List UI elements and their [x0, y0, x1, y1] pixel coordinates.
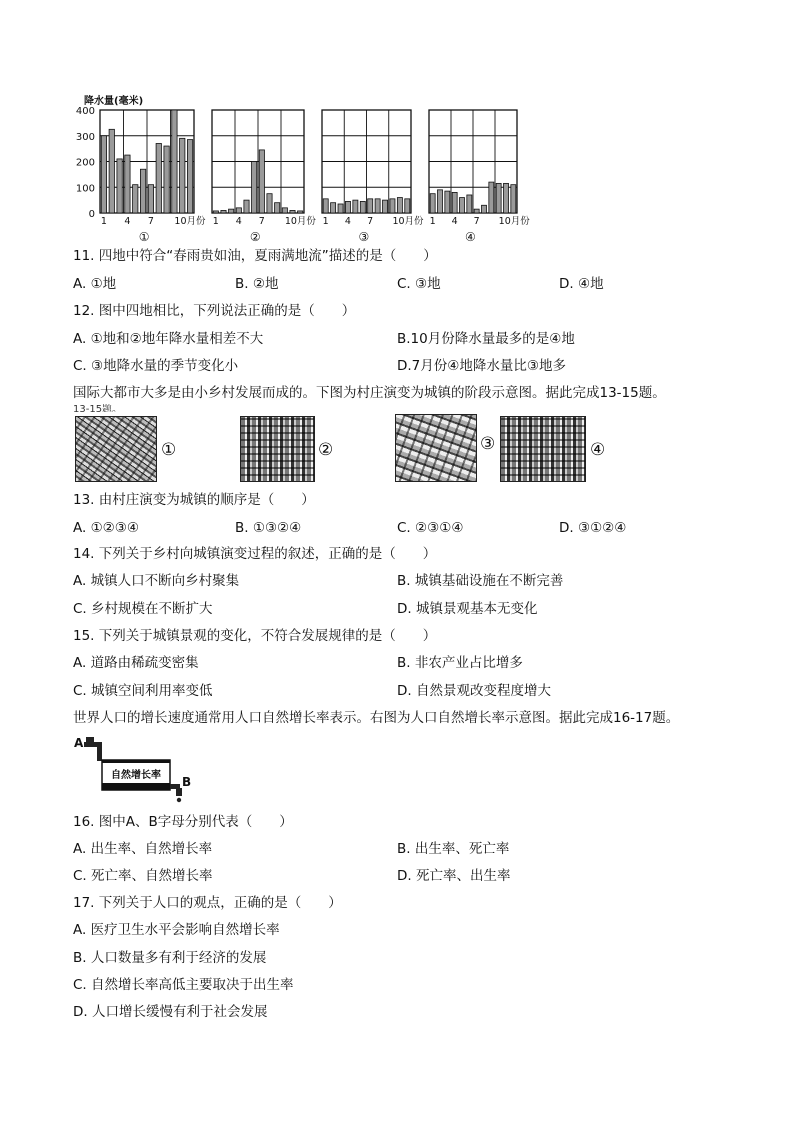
intro-13-15: 国际大都市大多是由小乡村发展而成的。下图为村庄演变为城镇的阶段示意图。据此完成13-15题。 [73, 385, 666, 401]
rainfall-bar [101, 136, 106, 213]
rainfall-bar [140, 169, 145, 213]
village-stage-photo-2 [240, 416, 315, 482]
tank-label-a: A [74, 736, 84, 750]
rainfall-bar [397, 198, 402, 213]
inlet-valve [86, 737, 94, 742]
rainfall-bar [164, 146, 169, 213]
photo-label-3: ③ [480, 434, 496, 454]
village-stage-photo-4 [500, 416, 586, 482]
q15-option-b[interactable]: B. 非农产业占比增多 [397, 655, 523, 671]
rainfall-bar [117, 159, 122, 213]
rainfall-bar [482, 205, 487, 213]
rainfall-bar [133, 185, 138, 213]
natural-growth-tank-diagram [70, 734, 200, 804]
tank-label: 自然增长率 [111, 770, 161, 781]
x-tick-label: 10月份 [284, 216, 316, 227]
q12-option-a[interactable]: A. ①地和②地年降水量相差不大 [73, 331, 264, 347]
x-tick-label: 4 [235, 216, 242, 227]
q17-option-d[interactable]: D. 人口增长缓慢有利于社会发展 [73, 1004, 268, 1020]
rainfall-bar [405, 199, 410, 213]
rainfall-bar [375, 199, 380, 213]
rainfall-bar [390, 199, 395, 213]
tank-water-top [102, 760, 170, 763]
rainfall-bar [109, 129, 114, 213]
q15-option-a[interactable]: A. 道路由稀疏变密集 [73, 655, 199, 671]
rainfall-bar [467, 195, 472, 213]
village-stage-photo-3 [395, 414, 477, 482]
chart-label: ④ [464, 230, 476, 244]
rainfall-bar [267, 194, 272, 213]
q17-option-b[interactable]: B. 人口数量多有利于经济的发展 [73, 950, 267, 966]
rainfall-bar [383, 200, 388, 213]
q11-option-d[interactable]: D. ④地 [559, 276, 604, 292]
x-tick-label: 1 [322, 216, 329, 227]
tank-label-b: B [182, 775, 192, 789]
photo-label-4: ④ [590, 440, 606, 460]
rainfall-bar [460, 198, 465, 213]
rainfall-bar [338, 204, 343, 213]
x-tick-label: 4 [344, 216, 351, 227]
rainfall-bar [345, 201, 350, 213]
q13-option-b[interactable]: B. ①③②④ [235, 520, 302, 536]
x-tick-label: 7 [473, 216, 480, 227]
rainfall-bar [496, 183, 501, 213]
intro-16-17: 世界人口的增长速度通常用人口自然增长率表示。右图为人口自然增长率示意图。据此完成16-17题。 [73, 710, 680, 726]
rainfall-bar [221, 210, 226, 213]
rainfall-bar [213, 211, 218, 213]
rainfall-bar [187, 140, 192, 213]
q13-option-d[interactable]: D. ③①②④ [559, 520, 627, 536]
q17-option-c[interactable]: C. 自然增长率高低主要取决于出生率 [73, 977, 294, 993]
inlet-pipe [84, 742, 102, 747]
inlet-spout [97, 747, 102, 761]
q11-option-a[interactable]: A. ①地 [73, 276, 117, 292]
rainfall-bar [259, 150, 264, 213]
village-stage-photo-1 [75, 416, 157, 482]
q16-option-d[interactable]: D. 死亡率、出生率 [397, 868, 511, 884]
x-tick-label: 7 [147, 216, 154, 227]
q12-option-b[interactable]: B.10月份降水量最多的是④地 [397, 331, 575, 347]
x-tick-label: 1 [100, 216, 107, 227]
chart-label: ① [138, 230, 150, 244]
x-tick-label: 10月份 [498, 216, 530, 227]
rainfall-bar [244, 200, 249, 213]
rainfall-bar [156, 143, 161, 213]
q12-option-c[interactable]: C. ③地降水量的季节变化小 [73, 358, 239, 374]
rainfall-bar [445, 191, 450, 213]
y-tick-label: 100 [75, 183, 95, 195]
q16-option-b[interactable]: B. 出生率、死亡率 [397, 841, 510, 857]
q14-option-b[interactable]: B. 城镇基础设施在不断完善 [397, 573, 564, 589]
photo-label-2: ② [318, 440, 334, 460]
rainfall-bar [172, 110, 177, 213]
q16-option-a[interactable]: A. 出生率、自然增长率 [73, 841, 213, 857]
rainfall-bar [290, 210, 295, 213]
rainfall-bar [125, 155, 130, 213]
tank-water-bottom [102, 783, 170, 790]
x-tick-label: 4 [451, 216, 458, 227]
q12-option-d[interactable]: D.7月份④地降水量比③地多 [397, 358, 566, 374]
rainfall-bar [504, 183, 509, 213]
q13-stem: 13. 由村庄演变为城镇的顺序是（ ） [73, 492, 315, 508]
rainfall-bar [368, 199, 373, 213]
q12-stem: 12. 图中四地相比，下列说法正确的是（ ） [73, 303, 356, 319]
q17-stem: 17. 下列关于人口的观点，正确的是（ ） [73, 895, 342, 911]
q14-option-a[interactable]: A. 城镇人口不断向乡村聚集 [73, 573, 240, 589]
rainfall-bar [298, 211, 303, 213]
cropped-caption-fragment: 13-15题。 [73, 404, 123, 412]
x-tick-label: 1 [429, 216, 436, 227]
chart-label: ② [249, 230, 261, 244]
rainfall-bar [331, 203, 336, 213]
rainfall-bar [489, 182, 494, 213]
rainfall-bar [452, 192, 457, 213]
outlet-drop [177, 798, 181, 802]
rainfall-bar [180, 138, 185, 213]
y-tick-label: 200 [75, 157, 95, 169]
x-tick-label: 7 [367, 216, 374, 227]
q17-option-a[interactable]: A. 医疗卫生水平会影响自然增长率 [73, 922, 280, 938]
q11-option-b[interactable]: B. ②地 [235, 276, 279, 292]
rainfall-bar [282, 208, 287, 213]
rainfall-charts [0, 0, 794, 250]
outlet-valve [176, 788, 182, 796]
y-tick-label: 400 [75, 106, 95, 117]
q14-option-c[interactable]: C. 乡村规模在不断扩大 [73, 601, 213, 617]
x-tick-label: 10月份 [392, 216, 424, 227]
x-tick-label: 4 [124, 216, 131, 227]
chart-label: ③ [358, 230, 370, 244]
q16-stem: 16. 图中A、B字母分别代表（ ） [73, 814, 293, 830]
q15-stem: 15. 下列关于城镇景观的变化，不符合发展规律的是（ ） [73, 628, 437, 644]
rainfall-bar [353, 200, 358, 213]
rainfall-bar [511, 185, 516, 213]
q15-option-c[interactable]: C. 城镇空间利用率变低 [73, 683, 213, 699]
rainfall-bar [430, 194, 435, 213]
x-tick-label: 10月份 [174, 216, 206, 227]
rainfall-bar [236, 208, 241, 213]
y-tick-label: 0 [88, 209, 95, 220]
q13-option-c[interactable]: C. ②③①④ [397, 520, 464, 536]
x-tick-label: 7 [258, 216, 265, 227]
q11-option-c[interactable]: C. ③地 [397, 276, 441, 292]
x-tick-label: 1 [212, 216, 219, 227]
rainfall-bar [252, 162, 257, 214]
y-tick-label: 300 [75, 131, 95, 143]
q11-stem: 11. 四地中符合“春雨贵如油，夏雨满地流”描述的是（ ） [73, 248, 437, 264]
rainfall-bar [323, 199, 328, 213]
rainfall-bar [229, 209, 234, 213]
q13-option-a[interactable]: A. ①②③④ [73, 520, 139, 536]
rainfall-bar [148, 185, 153, 213]
rainfall-bar [438, 190, 443, 213]
photo-label-1: ① [161, 440, 177, 460]
q14-option-d[interactable]: D. 城镇景观基本无变化 [397, 601, 538, 617]
q15-option-d[interactable]: D. 自然景观改变程度增大 [397, 683, 551, 699]
q14-stem: 14. 下列关于乡村向城镇演变过程的叙述，正确的是（ ） [73, 546, 437, 562]
rainfall-bar [474, 209, 479, 213]
rainfall-bar [360, 201, 365, 213]
q16-option-c[interactable]: C. 死亡率、自然增长率 [73, 868, 213, 884]
y-axis-title: 降水量(毫米) [84, 96, 144, 107]
rainfall-bar [275, 203, 280, 213]
